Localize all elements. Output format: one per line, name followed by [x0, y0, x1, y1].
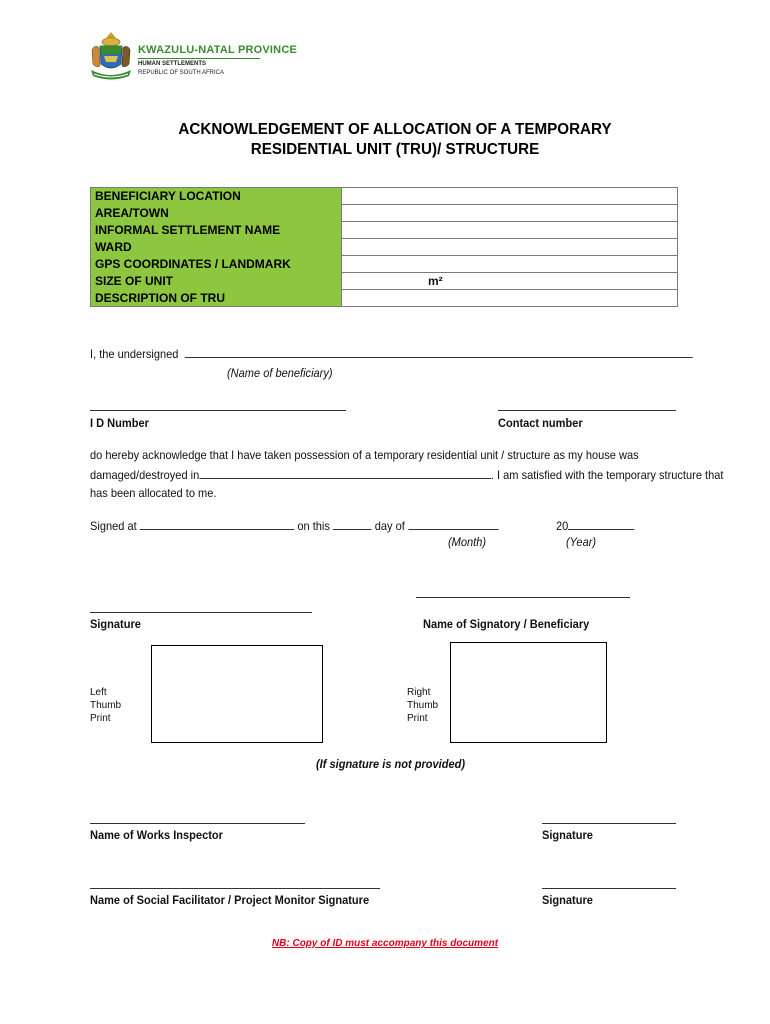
unit-square-metres: m² — [428, 274, 443, 288]
works-inspector-label: Name of Works Inspector — [90, 828, 223, 842]
signed-place-blank[interactable] — [140, 518, 295, 530]
informal-settlement-field[interactable] — [342, 222, 678, 239]
coat-of-arms-logo — [86, 30, 136, 82]
table-row — [91, 222, 678, 239]
social-facilitator-label: Name of Social Facilitator / Project Monitor Signature — [90, 893, 370, 907]
year-caption: (Year) — [566, 535, 597, 549]
table-row — [91, 290, 678, 307]
right-thumb-print-box[interactable] — [450, 642, 607, 743]
acknowledgement-line-2 — [90, 467, 723, 482]
nb-id-copy-note: NB: Copy of ID must accompany this document — [271, 938, 499, 949]
signatory-name-blank[interactable] — [416, 597, 630, 598]
signed-year-blank[interactable] — [568, 518, 634, 530]
right-thumb-word-1: Right — [407, 687, 431, 698]
row-label: AREA/TOWN — [91, 205, 342, 222]
beneficiary-info-table — [90, 187, 678, 307]
ward-field[interactable] — [342, 239, 678, 256]
day-of-label: day of — [374, 519, 405, 533]
row-label: SIZE OF UNIT — [91, 273, 342, 290]
contact-number-blank[interactable] — [498, 410, 676, 411]
left-thumb-word-1: Left — [90, 687, 107, 698]
row-label: GPS COORDINATES / LANDMARK — [91, 256, 342, 273]
on-this-label: on this — [297, 519, 330, 533]
table-row — [91, 256, 678, 273]
signature-label: Signature — [90, 617, 141, 631]
right-thumb-word-2: Thumb — [407, 700, 439, 711]
contact-number-label: Contact number — [498, 416, 583, 430]
description-of-tru-field[interactable] — [342, 290, 678, 307]
undersigned-label: I, the undersigned — [90, 347, 179, 361]
signatory-name-label: Name of Signatory / Beneficiary — [423, 617, 590, 631]
works-inspector-signature-label: Signature — [542, 828, 593, 842]
row-label: DESCRIPTION OF TRU — [91, 290, 342, 307]
social-facilitator-signature-label: Signature — [542, 893, 593, 907]
table-row — [91, 239, 678, 256]
province-name: KWAZULU-NATAL PROVINCE — [138, 44, 298, 56]
beneficiary-name-caption: (Name of beneficiary) — [227, 366, 333, 380]
acknowledgement-line-1: do hereby acknowledge that I have taken possession of a temporary residential unit / structure as my house was — [90, 448, 639, 462]
table-row — [91, 188, 678, 205]
title-line-2: RESIDENTIAL UNIT (TRU)/ STRUCTURE — [250, 141, 540, 158]
works-inspector-signature-blank[interactable] — [542, 823, 676, 824]
signed-month-blank[interactable] — [408, 518, 498, 530]
year-prefix: 20 — [556, 519, 569, 533]
left-thumb-word-3: Print — [90, 713, 111, 724]
signature-blank[interactable] — [90, 612, 312, 613]
right-thumb-label — [407, 686, 438, 725]
country-name: REPUBLIC OF SOUTH AFRICA — [138, 70, 225, 76]
signed-at-label: Signed at — [90, 519, 137, 533]
right-thumb-word-3: Print — [407, 713, 428, 724]
left-thumb-label — [90, 686, 121, 725]
social-facilitator-blank[interactable] — [90, 888, 380, 889]
row-label: WARD — [91, 239, 342, 256]
month-caption: (Month) — [448, 535, 487, 549]
social-facilitator-signature-blank[interactable] — [542, 888, 676, 889]
acknowledgement-line-3: has been allocated to me. — [90, 486, 217, 500]
logo-divider — [138, 58, 260, 59]
damaged-date-blank[interactable] — [199, 467, 491, 479]
table-row — [91, 273, 678, 290]
left-thumb-print-box[interactable] — [151, 645, 323, 743]
no-signature-note: (If signature is not provided) — [316, 757, 466, 771]
area-town-field[interactable] — [342, 205, 678, 222]
satisfied-text: . I am satisfied with the temporary structure that — [490, 468, 724, 482]
row-label: BENEFICIARY LOCATION — [91, 188, 342, 205]
row-label: INFORMAL SETTLEMENT NAME — [91, 222, 342, 239]
id-number-label: I D Number — [90, 416, 149, 430]
beneficiary-location-field[interactable] — [342, 188, 678, 205]
title-line-1: ACKNOWLEDGEMENT OF ALLOCATION OF A TEMPORARY — [178, 121, 612, 138]
gps-landmark-field[interactable] — [342, 256, 678, 273]
department-name: HUMAN SETTLEMENTS — [138, 61, 206, 67]
size-of-unit-field[interactable] — [342, 273, 678, 290]
beneficiary-name-blank[interactable] — [185, 346, 693, 358]
table-row — [91, 205, 678, 222]
undersigned-line — [90, 346, 693, 361]
signed-day-blank[interactable] — [333, 518, 372, 530]
id-number-blank[interactable] — [90, 410, 346, 411]
year-line — [556, 518, 635, 533]
left-thumb-word-2: Thumb — [90, 700, 122, 711]
works-inspector-blank[interactable] — [90, 823, 305, 824]
signed-at-line — [90, 518, 498, 533]
document-title — [20, 120, 770, 160]
damaged-label: damaged/destroyed in — [90, 468, 200, 482]
